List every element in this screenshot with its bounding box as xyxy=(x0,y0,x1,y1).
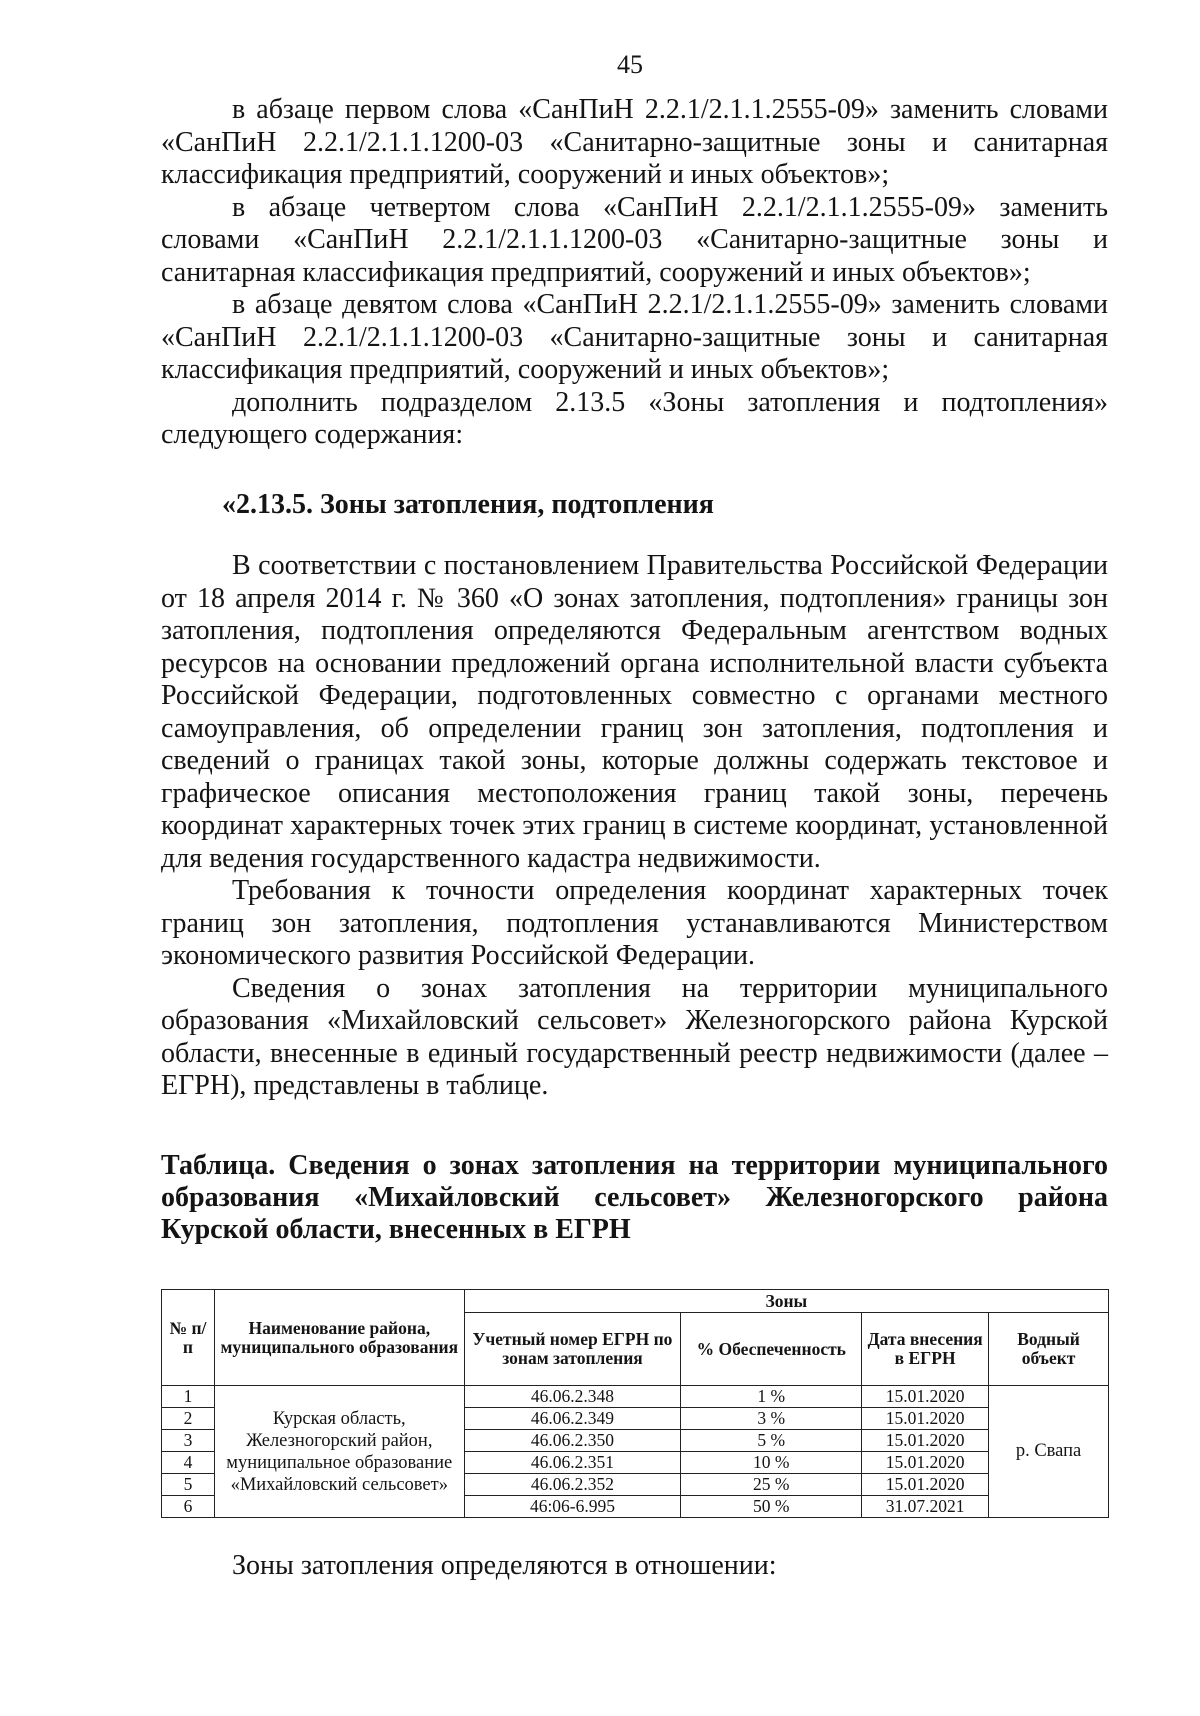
header-num: № п/п xyxy=(162,1290,215,1386)
cell-num: 2 xyxy=(162,1408,215,1430)
cell-date: 15.01.2020 xyxy=(862,1474,989,1496)
cell-percent: 1 % xyxy=(681,1386,862,1408)
cell-egrn: 46.06.2.349 xyxy=(464,1408,681,1430)
amendments-block xyxy=(161,94,1108,452)
section-heading-block xyxy=(161,489,1108,522)
cell-percent: 25 % xyxy=(681,1474,862,1496)
header-date: Дата внесения в ЕГРН xyxy=(862,1313,989,1386)
cell-egrn: 46.06.2.350 xyxy=(464,1430,681,1452)
closing-line: Зоны затопления определяются в отношении: xyxy=(232,1550,777,1581)
table-row xyxy=(162,1386,1109,1408)
cell-egrn: 46.06.2.351 xyxy=(464,1452,681,1474)
cell-egrn: 46:06-6.995 xyxy=(464,1496,681,1518)
cell-percent: 50 % xyxy=(681,1496,862,1518)
cell-water-object: р. Свапа xyxy=(989,1386,1109,1518)
cell-district: Курская область, Железногорский район, муниципальное образование «Михайловский сельсовет» xyxy=(214,1386,464,1518)
cell-date: 15.01.2020 xyxy=(862,1452,989,1474)
header-district: Наименование района, муниципального образования xyxy=(214,1290,464,1386)
table-caption: Таблица. Сведения о зонах затопления на территории муниципального образования «Михайловский сельсовет» Железногорского района Курской области, внесенных в ЕГРН xyxy=(161,1150,1108,1245)
cell-percent: 3 % xyxy=(681,1408,862,1430)
table-header-row xyxy=(162,1290,1109,1313)
cell-num: 1 xyxy=(162,1386,215,1408)
cell-num: 6 xyxy=(162,1496,215,1518)
cell-egrn: 46.06.2.352 xyxy=(464,1474,681,1496)
paragraph: в абзаце первом слова «СанПиН 2.2.1/2.1.1.2555-09» заменить словами «СанПиН 2.2.1/2.1.1.1200-03 «Санитарно-защитные зоны и санитарная классификация предприятий, сооружений и иных объектов»; xyxy=(161,94,1108,190)
header-water-object: Водный объект xyxy=(989,1313,1109,1386)
section-heading: «2.13.5. Зоны затопления, подтопления xyxy=(222,489,714,520)
cell-percent: 5 % xyxy=(681,1430,862,1452)
cell-num: 4 xyxy=(162,1452,215,1474)
header-percent: % Обеспеченность xyxy=(681,1313,862,1386)
cell-date: 31.07.2021 xyxy=(862,1496,989,1518)
paragraph: Требования к точности определения координат характерных точек границ зон затопления, подтопления устанавливаются Министерством экономического развития Российской Федерации. xyxy=(161,875,1108,971)
paragraph: дополнить подразделом 2.13.5 «Зоны затопления и подтопления» следующего содержания: xyxy=(161,386,1108,450)
cell-num: 5 xyxy=(162,1474,215,1496)
cell-date: 15.01.2020 xyxy=(862,1386,989,1408)
header-zones: Зоны xyxy=(464,1290,1108,1313)
paragraph: в абзаце четвертом слова «СанПиН 2.2.1/2.1.1.2555-09» заменить словами «СанПиН 2.2.1/2.1.1.1200-03 «Санитарно-защитные зоны и санитарная классификация предприятий, сооружений и иных объектов»; xyxy=(161,191,1108,288)
cell-num: 3 xyxy=(162,1430,215,1452)
cell-percent: 10 % xyxy=(681,1452,862,1474)
paragraph: В соответствии с постановлением Правительства Российской Федерации от 18 апреля 2014 г. № 360 «О зонах затопления, подтопления» границы зон затопления, подтопления определяются Федеральным агентством водных ресурсов на основании предложений органа исполнительной власти субъекта Российской Федерации, подготовленных совместно с органами местного самоуправления, об определении границ зон затопления, подтопления и сведений о границах такой зоны, которые должны содержать текстовое и графическое описания местоположения границ такой зоны, перечень координат характерных точек этих границ в системе координат, установленной для ведения государственного кадастра недвижимости. xyxy=(161,550,1108,874)
cell-date: 15.01.2020 xyxy=(862,1408,989,1430)
section-body xyxy=(161,550,1108,1103)
flood-zones-table xyxy=(161,1289,1109,1518)
header-egrn-number: Учетный номер ЕГРН по зонам затопления xyxy=(464,1313,681,1386)
paragraph: Сведения о зонах затопления на территории муниципального образования «Михайловский сельсовет» Железногорского района Курской области, внесенные в единый государственный реестр недвижимости (далее – ЕГРН), представлены в таблице. xyxy=(161,972,1108,1101)
cell-egrn: 46.06.2.348 xyxy=(464,1386,681,1408)
page-number: 45 xyxy=(617,50,643,79)
paragraph: в абзаце девятом слова «СанПиН 2.2.1/2.1.1.2555-09» заменить словами «СанПиН 2.2.1/2.1.1.1200-03 «Санитарно-защитные зоны и санитарная классификация предприятий, сооружений и иных объектов»; xyxy=(161,289,1108,385)
cell-date: 15.01.2020 xyxy=(862,1430,989,1452)
